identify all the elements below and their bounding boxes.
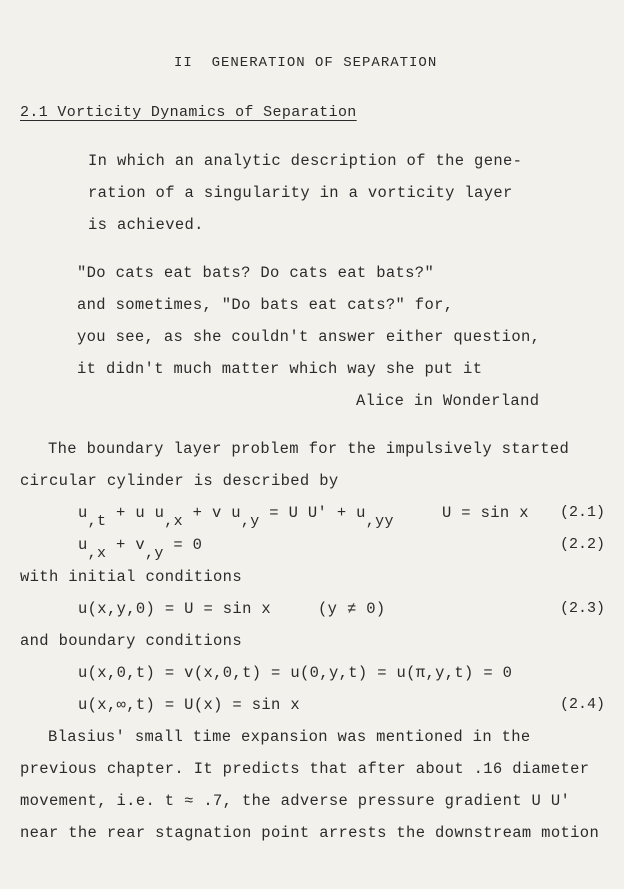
epigraph-line: "Do cats eat bats? Do cats eat bats?" [77,264,435,282]
epigraph-source: Alice in Wonderland [356,392,540,410]
chapter-title: II GENERATION OF SEPARATION [174,55,438,71]
equation-number: (2.2) [559,536,605,553]
summary-line: In which an analytic description of the gene- [88,152,523,170]
paragraph-line: Blasius' small time expansion was mentioned in the [48,728,531,746]
epigraph-line: and sometimes, "Do bats eat cats?" for, [77,296,454,314]
paragraph-line: near the rear stagnation point arrests the downstream motion [20,824,600,842]
equation-2-4-line-1: u(x,0,t) = v(x,0,t) = u(0,y,t) = u(π,y,t) = 0 [78,664,513,682]
paragraph-line: movement, i.e. t ≈ .7, the adverse pressure gradient U U' [20,792,571,810]
paragraph-line: and boundary conditions [20,632,242,650]
paragraph-line: circular cylinder is described by [20,472,339,490]
paragraph-line: The boundary layer problem for the impulsively started [48,440,570,458]
equation-2-4-line-2: u(x,∞,t) = U(x) = sin x [78,696,300,714]
epigraph-line: it didn't much matter which way she put it [77,360,483,378]
epigraph-line: you see, as she couldn't answer either question, [77,328,541,346]
equation-number: (2.1) [559,504,605,521]
paragraph-line: previous chapter. It predicts that after about .16 diameter [20,760,590,778]
equation-2-3-condition: (y ≠ 0) [318,600,386,618]
equation-number: (2.3) [559,600,605,617]
equation-2-1: $u_{,t} + u$ $u_{,x} + v$ $u_{,y} = U$ $U' + u_{,yy}$ [78,504,394,530]
paragraph-line: with initial conditions [20,568,242,586]
summary-line: ration of a singularity in a vorticity layer [88,184,513,202]
equation-2-2: $u_{,x} + v_{,y} = 0$ [78,536,203,562]
section-title: 2.1 Vorticity Dynamics of Separation [20,104,357,121]
equation-2-3: u(x,y,0) = U = sin x [78,600,272,618]
equation-number: (2.4) [559,696,605,713]
summary-line: is achieved. [88,216,204,234]
equation-2-1-rhs: U = sin x [442,504,529,522]
